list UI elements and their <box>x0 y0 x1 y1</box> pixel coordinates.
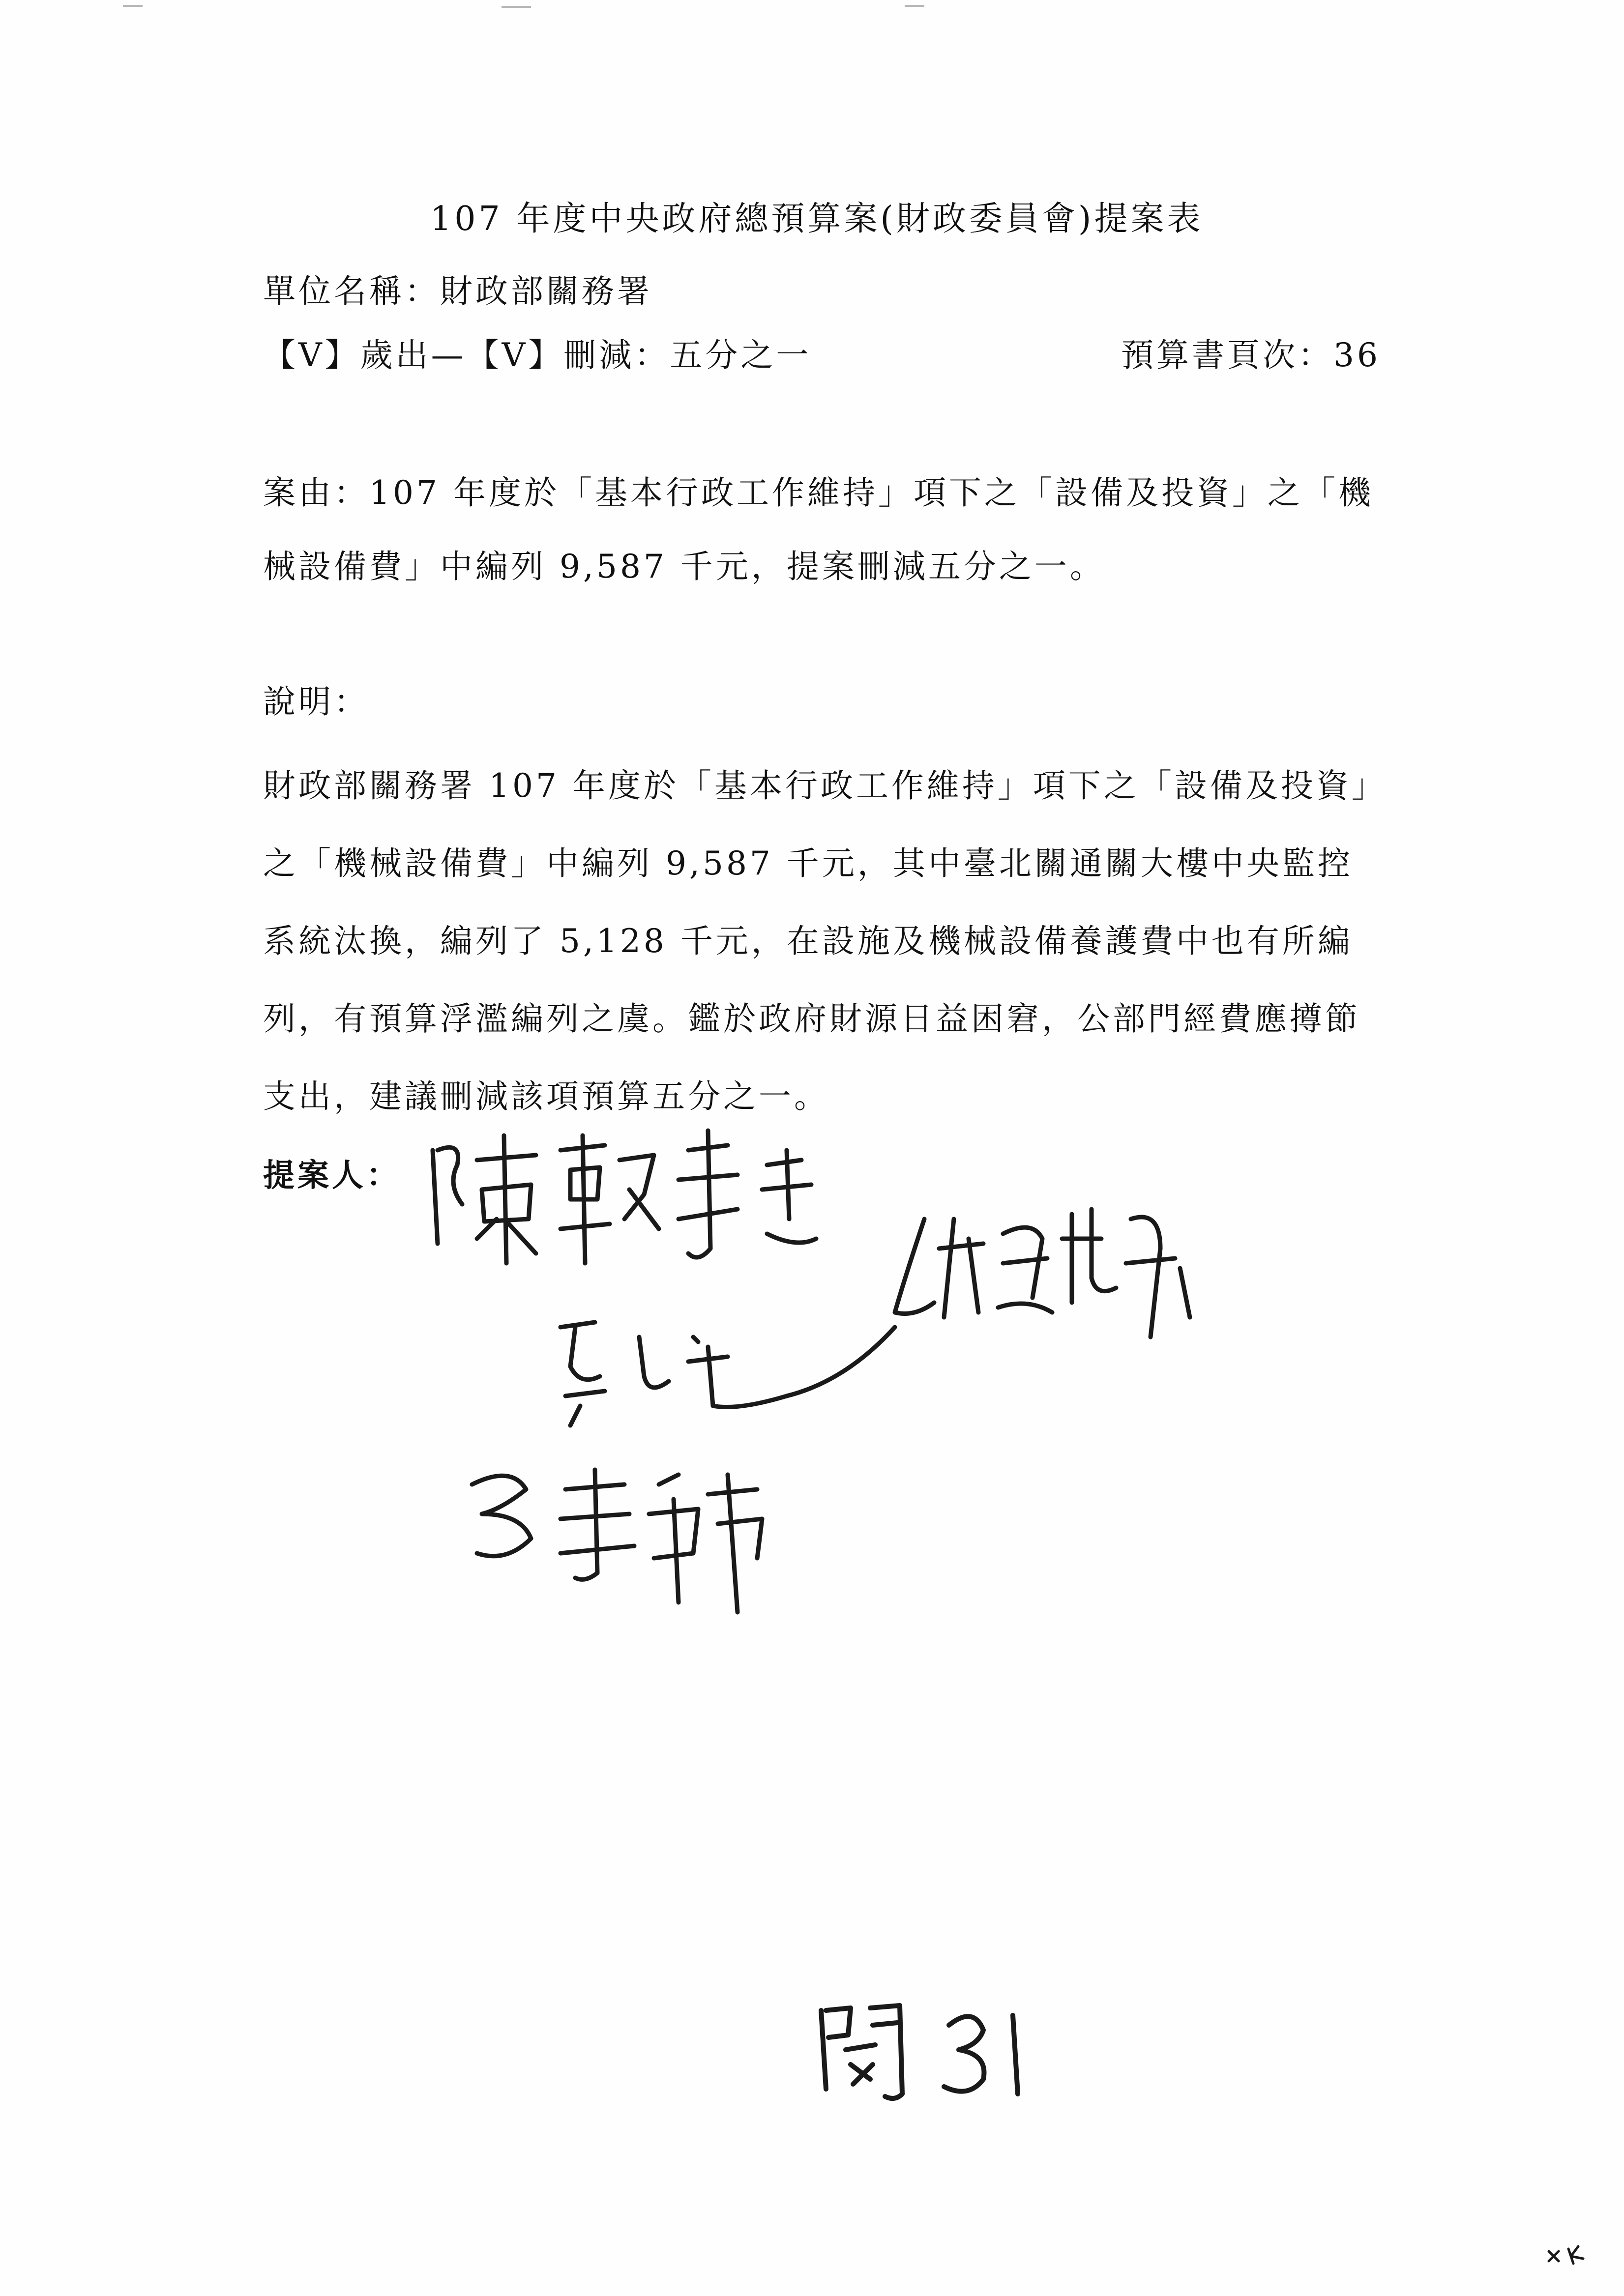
proposer-label: 提案人： <box>263 1158 401 1194</box>
signature-4 <box>462 1455 777 1622</box>
scan-artifact <box>123 5 143 7</box>
page-ref-label: 預算書頁次： <box>1121 336 1333 374</box>
unit-name: 財政部關務署 <box>440 272 652 310</box>
budget-action-line: 【V】歲出—【V】刪減：五分之一 <box>263 336 812 374</box>
handwritten-note <box>811 1996 1047 2109</box>
reason-line-2: 械設備費」中編列 9,587 千元，提案刪減五分之一。 <box>263 548 1105 585</box>
explanation-body: 財政部關務署 107 年度於「基本行政工作維持」項下之「設備及投資」之「機械設備費」中編列 9,587 千元，其中臺北關通關大樓中央監控系統汰換，編列了 5,128 千元，在設施及機械設備養護費中也有所編列，有預算浮濫編列之虞。鑑於政府財源日益困窘，公部門經費應撙節支出，建議刪減該項預算五分之一。 <box>263 767 1371 1115</box>
scan-artifact <box>502 6 531 8</box>
reason-line-1: 案由：107 年度於「基本行政工作維持」項下之「設備及投資」之「機 <box>263 474 1374 512</box>
signature-1 <box>423 1121 826 1283</box>
corner-mark <box>1544 2241 1593 2271</box>
unit-name-line <box>263 272 652 310</box>
signature-3 <box>551 1308 924 1435</box>
signature-2 <box>885 1190 1200 1376</box>
page-ref-value: 36 <box>1333 336 1381 374</box>
unit-label: 單位名稱： <box>263 272 440 310</box>
document-title: 107 年度中央政府總預算案(財政委員會)提案表 <box>430 200 1204 238</box>
explanation-heading: 說明： <box>263 683 369 721</box>
budget-page-reference <box>1121 336 1381 374</box>
scan-artifact <box>905 5 924 7</box>
